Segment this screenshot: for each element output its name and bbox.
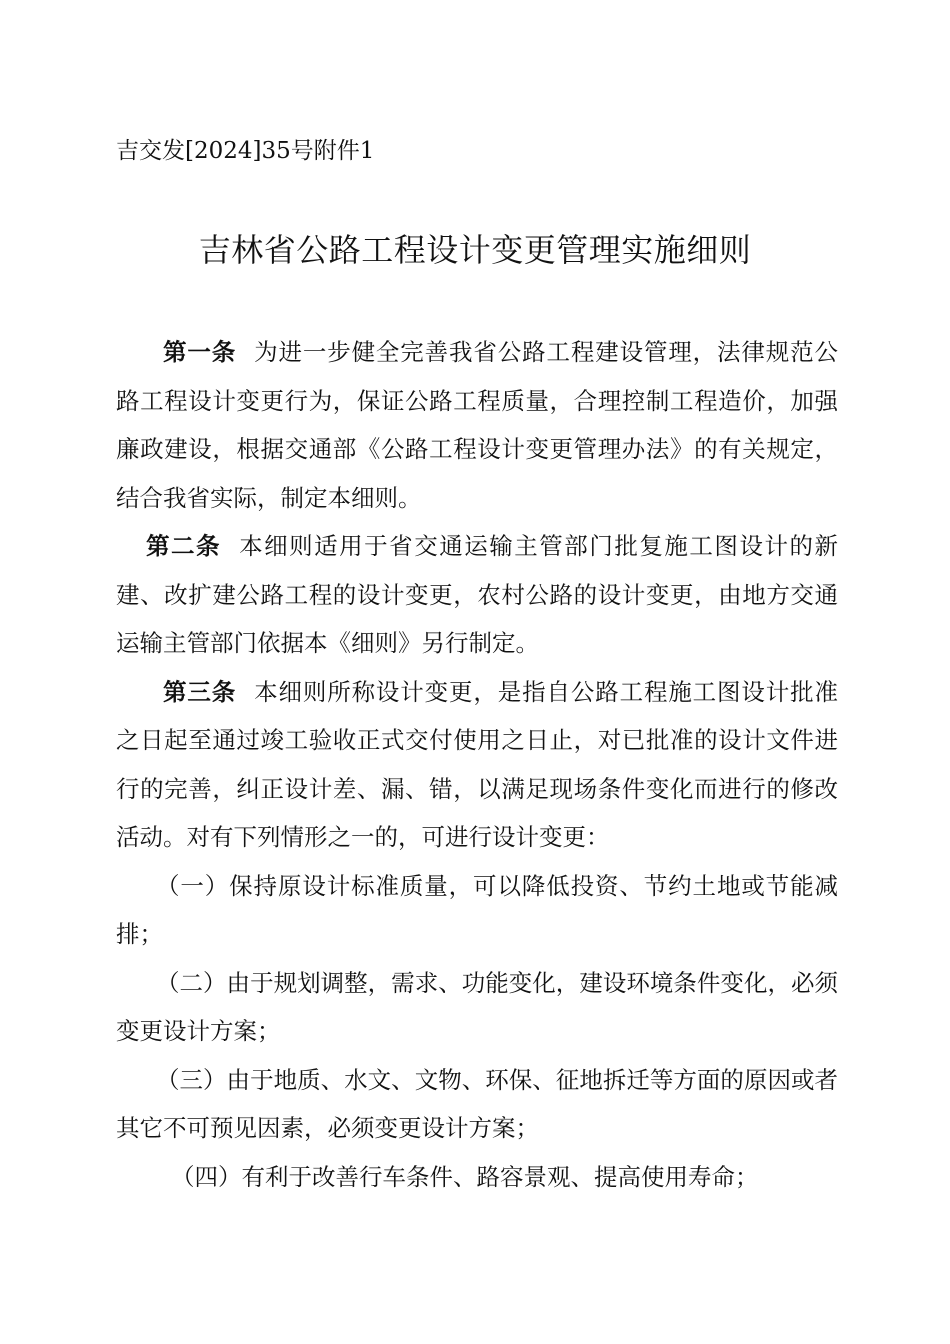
document-body [116,328,838,1201]
article-2 [116,522,838,668]
article-1 [116,328,838,522]
list-item-1: （一）保持原设计标准质量，可以降低投资、节约土地或节能减排； [116,871,838,948]
article-2-text: 本细则适用于省交通运输主管部门批复施工图设计的新建、改扩建公路工程的设计变更，农村公路的设计变更，由地方交通运输主管部门依据本《细则》另行制定。 [116,532,839,657]
article-1-label: 第一条 [163,338,237,366]
article-3 [116,668,838,862]
list-item-3: （三）由于地质、水文、文物、环保、征地拆迁等方面的原因或者其它不可预见因素，必须变更设计方案； [116,1065,838,1142]
list-item-2: （二）由于规划调整，需求、功能变化，建设环境条件变化，必须变更设计方案； [116,968,838,1045]
document-title: 吉林省公路工程设计变更管理实施细则 [198,231,752,269]
document-number: 吉交发[2024]35号附件1 [116,138,375,164]
list-item-4: （四）有利于改善行车条件、路容景观、提高使用寿命； [171,1162,759,1191]
article-2-label: 第二条 [146,532,222,560]
article-1-text: 为进一步健全完善我省公路工程建设管理，法律规范公路工程设计变更行为，保证公路工程质量，合理控制工程造价，加强廉政建设，根据交通部《公路工程设计变更管理办法》的有关规定，结合我省实际，制定本细则。 [116,338,839,512]
article-3-label: 第三条 [163,677,237,706]
article-3-text: 本细则所称设计变更，是指自公路工程施工图设计批准之日起至通过竣工验收正式交付使用之日止，对已批准的设计文件进行的完善，纠正设计差、漏、错，以满足现场条件变化而进行的修改活动。对有下列情形之一的，可进行设计变更： [116,677,839,851]
